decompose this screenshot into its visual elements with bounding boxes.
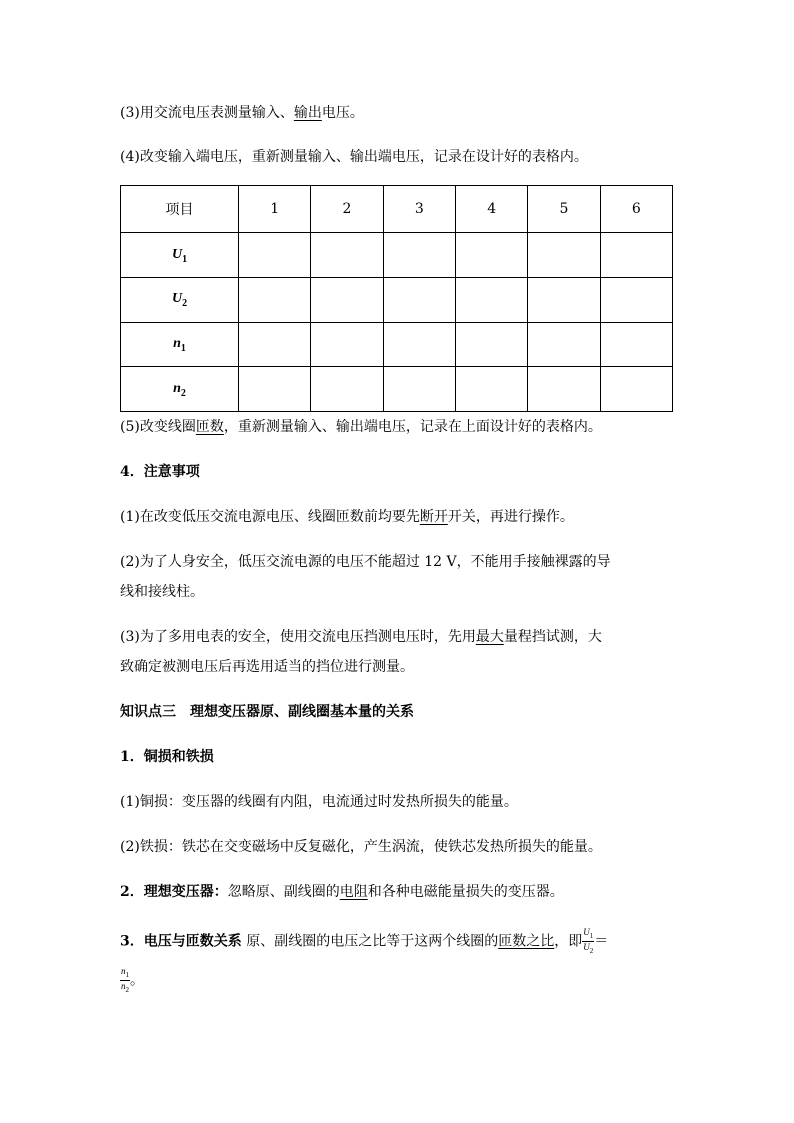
table-cell bbox=[528, 278, 600, 323]
table-cell bbox=[239, 233, 311, 278]
note-3-line-1 bbox=[120, 627, 602, 647]
step-3 bbox=[120, 103, 364, 123]
voltage-turns-label: 3．电压与匝数关系 bbox=[120, 933, 242, 950]
section-heading: 知识点三 理想变压器原、副线圈基本量的关系 bbox=[120, 704, 414, 720]
row-label-u1: $U_1$ bbox=[121, 233, 239, 278]
table-header-cell: 6 bbox=[600, 186, 672, 233]
table-cell bbox=[528, 322, 600, 367]
voltage-turns-text-b: ，即 bbox=[554, 933, 583, 950]
table-cell bbox=[383, 278, 455, 323]
sentence-end: 。 bbox=[130, 972, 144, 989]
table-cell bbox=[455, 367, 527, 412]
table-cell bbox=[383, 233, 455, 278]
ideal-transformer-text-b: 和各种电磁能量损失的变压器。 bbox=[367, 884, 564, 900]
note-3-text-end: 量程挡试测，大 bbox=[503, 629, 602, 645]
table-cell bbox=[311, 278, 383, 323]
table-row bbox=[121, 322, 673, 367]
measurement-table bbox=[120, 185, 673, 412]
voltage-turns-underlined: 匝数之比 bbox=[498, 933, 555, 950]
table-cell bbox=[528, 233, 600, 278]
table-cell bbox=[311, 367, 383, 412]
copper-loss-text: (1)铜损：变压器的线圈有内阻，电流通过时发热所损失的能量。 bbox=[120, 794, 518, 810]
note-1-underlined: 断开 bbox=[419, 509, 448, 525]
table-row bbox=[121, 278, 673, 323]
note-3-line-2: 致确定被测电压后再选用适当的挡位进行测量。 bbox=[120, 659, 414, 675]
step-5-text-end: ，重新测量输入、输出端电压，记录在上面设计好的表格内。 bbox=[223, 419, 602, 435]
table-cell bbox=[383, 322, 455, 367]
turns-ratio-fraction: $\frac{n_1}{n_2}$ bbox=[121, 966, 129, 994]
table-cell bbox=[455, 233, 527, 278]
voltage-turns-relation bbox=[120, 927, 608, 956]
table-row bbox=[121, 233, 673, 278]
turns-ratio-line bbox=[120, 966, 144, 995]
table-cell bbox=[239, 322, 311, 367]
step-5 bbox=[120, 417, 602, 437]
equals-sign: ＝ bbox=[594, 933, 609, 950]
table-header-cell: 项目 bbox=[121, 186, 239, 233]
note-1-text-end: 开关，再进行操作。 bbox=[447, 509, 574, 525]
row-label-u2: $U_2$ bbox=[121, 278, 239, 323]
note-1-text: (1)在改变低压交流电源电压、线圈匝数前均要先 bbox=[120, 509, 420, 525]
table-cell bbox=[600, 233, 672, 278]
table-header-cell: 2 bbox=[311, 186, 383, 233]
subsection-heading-1: 1．铜损和铁损 bbox=[120, 749, 214, 765]
table-cell bbox=[383, 367, 455, 412]
table-cell bbox=[239, 278, 311, 323]
table-cell bbox=[600, 322, 672, 367]
ideal-transformer-label: 2．理想变压器： bbox=[120, 884, 228, 900]
table-cell bbox=[455, 278, 527, 323]
notes-heading: 4．注意事项 bbox=[120, 464, 200, 480]
ideal-transformer-text-a: 忽略原、副线圈的 bbox=[227, 884, 340, 900]
table-cell bbox=[455, 322, 527, 367]
table-cell bbox=[600, 367, 672, 412]
row-label-n2: $n_2$ bbox=[121, 367, 239, 412]
step-3-text-end: 电压。 bbox=[321, 105, 364, 121]
table-header-cell: 5 bbox=[528, 186, 600, 233]
table-header-cell: 4 bbox=[455, 186, 527, 233]
table-cell bbox=[311, 233, 383, 278]
step-5-text: (5)改变线圈 bbox=[120, 419, 196, 435]
note-2-line-1: (2)为了人身安全，低压交流电源的电压不能超过 12 V，不能用手接触裸露的导 bbox=[120, 554, 611, 570]
iron-loss-text: (2)铁损：铁芯在交变磁场中反复磁化，产生涡流，使铁芯发热所损失的能量。 bbox=[120, 839, 602, 855]
step-5-underlined: 匝数 bbox=[195, 419, 224, 435]
step-3-underlined: 输出 bbox=[293, 105, 322, 121]
ideal-transformer-text bbox=[120, 882, 564, 902]
table-header-cell: 1 bbox=[239, 186, 311, 233]
table-row bbox=[121, 367, 673, 412]
table-cell bbox=[528, 367, 600, 412]
table-cell bbox=[311, 322, 383, 367]
row-label-n1: $n_1$ bbox=[121, 322, 239, 367]
note-3-underlined: 最大 bbox=[475, 629, 504, 645]
table-cell bbox=[600, 278, 672, 323]
table-cell bbox=[239, 367, 311, 412]
table-header-row bbox=[121, 186, 673, 233]
voltage-ratio-fraction: $\frac{U_1}{U_2}$ bbox=[583, 927, 594, 955]
voltage-turns-text: 原、副线圈的电压之比等于这两个线圈的 bbox=[241, 933, 499, 950]
note-3-text: (3)为了多用电表的安全，使用交流电压挡测电压时，先用 bbox=[120, 629, 476, 645]
note-1 bbox=[120, 507, 574, 527]
step-4: (4)改变输入端电压，重新测量输入、输出端电压，记录在设计好的表格内。 bbox=[120, 149, 588, 165]
ideal-transformer-underlined: 电阻 bbox=[339, 884, 368, 900]
note-2-line-2: 线和接线柱。 bbox=[120, 584, 204, 600]
table-header-cell: 3 bbox=[383, 186, 455, 233]
step-3-text: (3)用交流电压表测量输入、 bbox=[120, 105, 294, 121]
